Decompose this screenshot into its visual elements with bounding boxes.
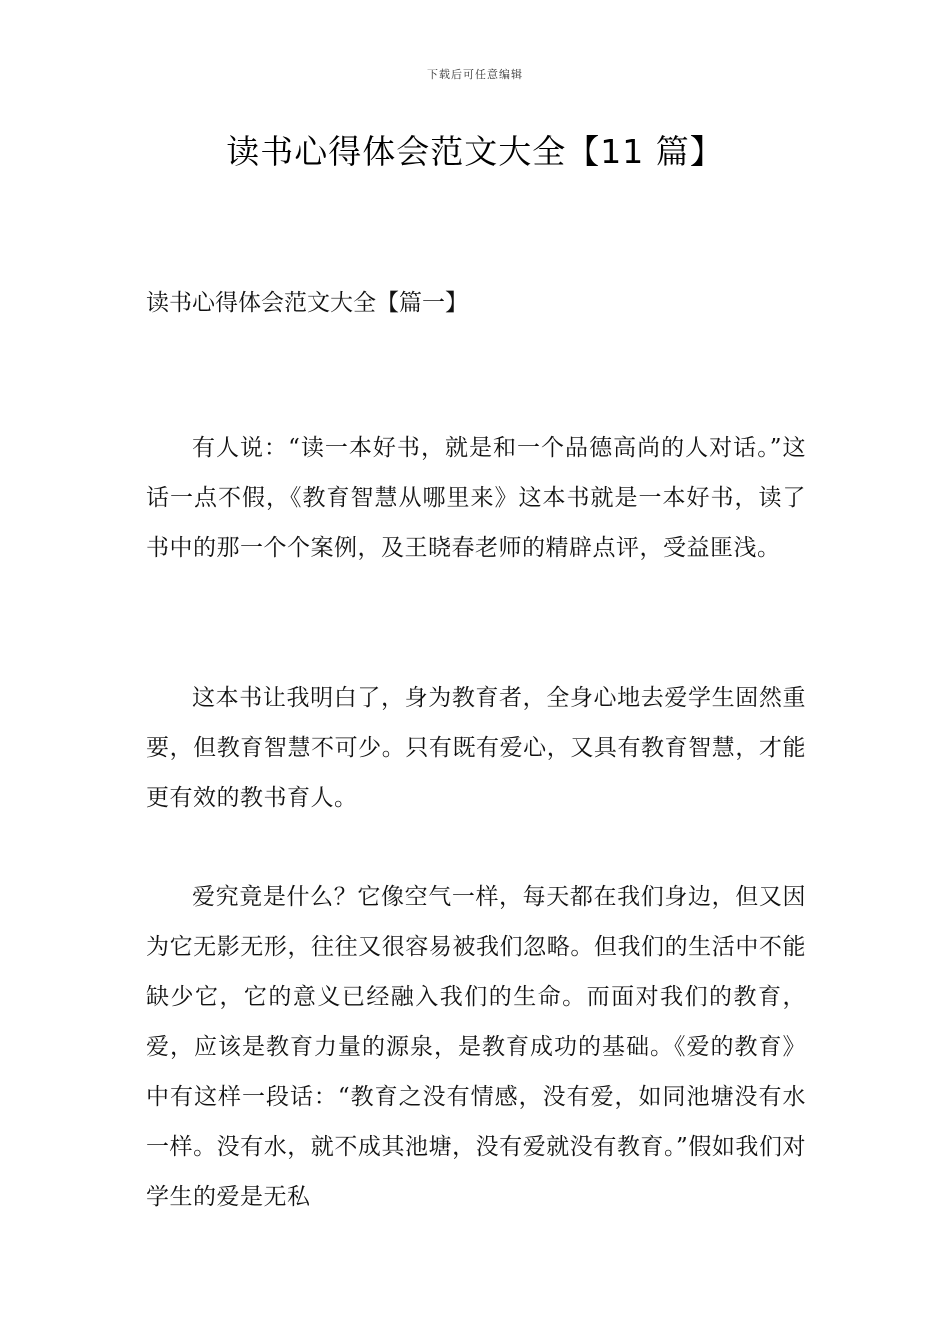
body-paragraph-2: 这本书让我明白了，身为教育者，全身心地去爱学生固然重要，但教育智慧不可少。只有既有爱心，又具有教育智慧，才能更有效的教书育人。 bbox=[146, 685, 806, 811]
document-title: 读书心得体会范文大全【11 篇】 bbox=[226, 132, 724, 171]
body-paragraph-1: 有人说：“读一本好书，就是和一个品德高尚的人对话。”这话一点不假，《教育智慧从哪里来》这本书就是一本好书，读了书中的那一个个案例，及王晓春老师的精辟点评，受益匪浅。 bbox=[146, 435, 806, 561]
header-note: 下载后可任意编辑 bbox=[427, 68, 523, 81]
body-paragraph-3: 爱究竟是什么？它像空气一样，每天都在我们身边，但又因为它无影无形，往往又很容易被我们忽略。但我们的生活中不能缺少它，它的意义已经融入我们的生命。而面对我们的教育，爱，应该是教育力量的源泉，是教育成功的基础。《爱的教育》中有这样一段话：“教育之没有情感，没有爱，如同池塘没有水一样。没有水，就不成其池塘，没有爱就没有教育。”假如我们对学生的爱是无私 bbox=[146, 884, 806, 1210]
section-heading: 读书心得体会范文大全【篇一】 bbox=[146, 290, 468, 316]
